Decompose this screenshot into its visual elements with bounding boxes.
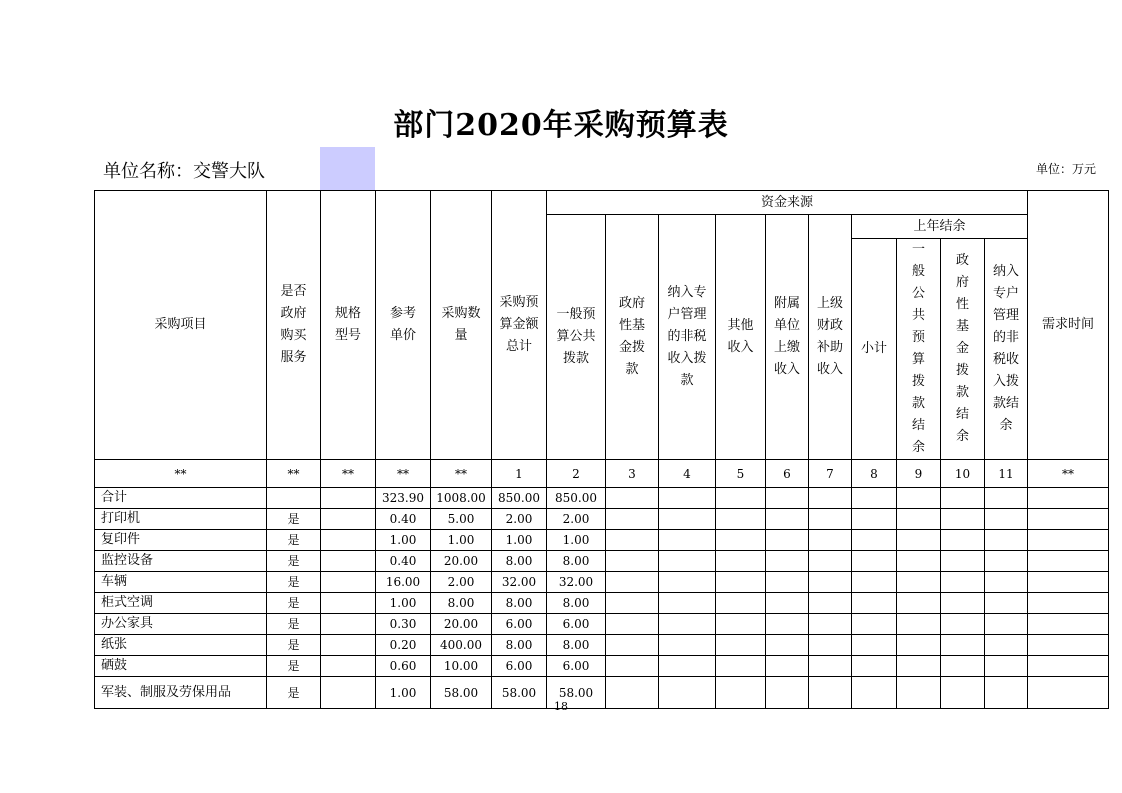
cell-empty [1028,488,1109,509]
cell-empty [809,530,852,551]
cell-empty [985,656,1028,677]
header-superior [809,215,852,460]
cell-empty [659,593,716,614]
cell-general: 8.00 [547,635,606,656]
cell-empty [1028,572,1109,593]
cell-empty [941,635,985,656]
cell-price: 0.40 [376,551,431,572]
cell-price: 1.00 [376,677,431,709]
cell-service: 是 [267,614,321,635]
cell-empty [852,530,897,551]
cell-empty [606,488,659,509]
cell-service: 是 [267,593,321,614]
cell-empty [897,593,941,614]
header-general-text: 一般预算公共拨款 [556,307,596,366]
table-row [95,530,1109,551]
header-superior-text: 上级财政补助收入 [817,296,844,377]
cell-empty [659,488,716,509]
cell-empty [985,488,1028,509]
cell-empty [716,593,766,614]
header-subtotal: 小计 [852,239,897,460]
cell-service: 是 [267,635,321,656]
cell-empty [941,656,985,677]
cell-service: 是 [267,656,321,677]
cell-empty [659,551,716,572]
page-title: 部门2020年采购预算表 [393,108,729,143]
cell-name: 柜式空调 [95,593,267,614]
cell-empty [659,656,716,677]
cell-empty [716,551,766,572]
header-prev-special-text: 纳入专户管理的非税收入拨款结余 [993,264,1020,433]
unit-name-label: 单位名称：交警大队 [103,161,265,182]
cell-empty [1028,656,1109,677]
header-prev-general-text: 一般公共预算拨款结余 [911,242,925,455]
cell-service: 是 [267,551,321,572]
cell-total: 850.00 [492,488,547,509]
num-cell: 7 [809,460,852,488]
cell-empty [852,572,897,593]
header-ref-price-text: 参考单价 [389,306,416,343]
cell-empty [716,656,766,677]
cell-empty [809,614,852,635]
cell-general: 6.00 [547,614,606,635]
table-row [95,551,1109,572]
header-qty-text: 采购数量 [441,306,481,343]
cell-qty: 58.00 [431,677,492,709]
cell-name: 军装、制服及劳保用品 [95,677,267,709]
cell-empty [897,488,941,509]
cell-general: 8.00 [547,551,606,572]
cell-spec [321,530,376,551]
cell-name: 硒鼓 [95,656,267,677]
table-row [95,593,1109,614]
cell-general: 8.00 [547,593,606,614]
cell-empty [606,572,659,593]
cell-empty [809,635,852,656]
num-cell: 1 [492,460,547,488]
page-number: 18 [554,700,568,713]
cell-service [267,488,321,509]
cell-spec [321,572,376,593]
header-gov-fund [606,215,659,460]
cell-empty [897,656,941,677]
cell-empty [852,593,897,614]
cell-empty [941,509,985,530]
cell-empty [659,509,716,530]
cell-service: 是 [267,572,321,593]
cell-empty [852,656,897,677]
cell-empty [766,614,809,635]
cell-empty [1028,635,1109,656]
cell-total: 8.00 [492,551,547,572]
cell-spec [321,593,376,614]
cell-name: 合计 [95,488,267,509]
header-other-text: 其他收入 [727,318,754,355]
cell-qty: 20.00 [431,551,492,572]
cell-name: 办公家具 [95,614,267,635]
cell-name: 纸张 [95,635,267,656]
cell-empty [606,593,659,614]
cell-price: 16.00 [376,572,431,593]
cell-spec [321,509,376,530]
table-row [95,614,1109,635]
cell-empty [606,530,659,551]
cell-empty [852,488,897,509]
cell-empty [809,656,852,677]
cell-qty: 20.00 [431,614,492,635]
num-cell: ** [376,460,431,488]
cell-empty [766,635,809,656]
cell-empty [985,530,1028,551]
table-row [95,509,1109,530]
header-affiliated [766,215,809,460]
cell-empty [766,509,809,530]
cell-qty: 8.00 [431,593,492,614]
cell-empty [766,656,809,677]
cell-empty [606,614,659,635]
num-cell: ** [431,460,492,488]
num-cell: 10 [941,460,985,488]
header-prev-gov-fund-text: 政府性基金拨款结余 [955,253,969,444]
cell-empty [606,509,659,530]
cell-empty [716,572,766,593]
table-row [95,488,1109,509]
table-row [95,572,1109,593]
table-row [95,635,1109,656]
cell-empty [897,614,941,635]
cell-total: 58.00 [492,677,547,709]
num-cell: ** [95,460,267,488]
cell-empty [766,593,809,614]
cell-empty [606,551,659,572]
cell-total: 8.00 [492,635,547,656]
cell-general: 32.00 [547,572,606,593]
cell-price: 0.30 [376,614,431,635]
cell-spec [321,656,376,677]
num-cell: 6 [766,460,809,488]
cell-empty [897,551,941,572]
num-cell: ** [267,460,321,488]
header-affiliated-text: 附属单位上缴收入 [774,296,801,377]
cell-empty [659,572,716,593]
cell-empty [716,488,766,509]
cell-qty: 1008.00 [431,488,492,509]
cell-spec [321,614,376,635]
cell-empty [852,635,897,656]
cell-total: 2.00 [492,509,547,530]
cell-spec [321,635,376,656]
cell-empty [659,614,716,635]
cell-empty [852,614,897,635]
cell-name: 监控设备 [95,551,267,572]
cell-empty [766,530,809,551]
cell-empty [606,635,659,656]
highlight-block [320,147,375,190]
cell-empty [809,551,852,572]
header-spec-text: 规格型号 [334,306,361,343]
cell-empty [659,635,716,656]
header-spec [321,191,376,460]
header-ref-price [376,191,431,460]
header-prev-year: 上年结余 [852,215,1028,239]
cell-empty [809,593,852,614]
cell-empty [1028,551,1109,572]
cell-empty [809,488,852,509]
unit-label: 单位：万元 [1036,162,1097,176]
cell-empty [985,572,1028,593]
header-other [716,215,766,460]
cell-total: 8.00 [492,593,547,614]
cell-spec [321,551,376,572]
header-fund-source: 资金来源 [547,191,1028,215]
cell-price: 1.00 [376,530,431,551]
cell-general: 6.00 [547,656,606,677]
cell-price: 0.60 [376,656,431,677]
cell-qty: 5.00 [431,509,492,530]
num-cell: 11 [985,460,1028,488]
header-gov-fund-text: 政府性基金拨款 [618,296,645,377]
cell-total: 6.00 [492,614,547,635]
cell-qty: 2.00 [431,572,492,593]
cell-name: 打印机 [95,509,267,530]
cell-empty [606,656,659,677]
cell-total: 6.00 [492,656,547,677]
cell-empty [716,614,766,635]
cell-empty [941,593,985,614]
cell-empty [659,530,716,551]
cell-empty [766,572,809,593]
num-cell: 5 [716,460,766,488]
num-cell: 4 [659,460,716,488]
cell-empty [941,551,985,572]
header-total [492,191,547,460]
cell-service: 是 [267,509,321,530]
cell-total: 32.00 [492,572,547,593]
cell-qty: 400.00 [431,635,492,656]
cell-empty [897,530,941,551]
cell-empty [766,551,809,572]
cell-empty [809,572,852,593]
header-demand-time: 需求时间 [1028,191,1109,460]
cell-price: 0.40 [376,509,431,530]
header-prev-special [985,239,1028,460]
cell-empty [985,635,1028,656]
header-special-nontax-text: 纳入专户管理的非税收入拨款 [667,285,707,388]
cell-empty [941,614,985,635]
header-prev-gov-fund [941,239,985,460]
header-general [547,215,606,460]
cell-empty [1028,614,1109,635]
cell-empty [1028,593,1109,614]
cell-service: 是 [267,530,321,551]
cell-empty [941,488,985,509]
cell-general: 2.00 [547,509,606,530]
header-qty [431,191,492,460]
cell-empty [716,635,766,656]
cell-empty [716,530,766,551]
cell-empty [809,509,852,530]
num-cell: 9 [897,460,941,488]
num-cell: ** [1028,460,1109,488]
header-is-gov-service-text: 是否政府购买服务 [280,284,307,365]
cell-price: 323.90 [376,488,431,509]
budget-table [94,190,1109,709]
cell-empty [897,509,941,530]
header-item: 采购项目 [95,191,267,460]
cell-empty [897,635,941,656]
cell-qty: 1.00 [431,530,492,551]
cell-qty: 10.00 [431,656,492,677]
table-row [95,656,1109,677]
cell-empty [941,530,985,551]
cell-spec [321,488,376,509]
header-prev-general [897,239,941,460]
cell-total: 1.00 [492,530,547,551]
cell-empty [985,593,1028,614]
cell-empty [985,509,1028,530]
cell-general: 850.00 [547,488,606,509]
cell-empty [985,551,1028,572]
header-is-gov-service [267,191,321,460]
cell-empty [852,509,897,530]
cell-empty [985,614,1028,635]
cell-empty [852,551,897,572]
cell-empty [897,572,941,593]
cell-name: 车辆 [95,572,267,593]
cell-service: 是 [267,677,321,709]
num-cell: 3 [606,460,659,488]
num-cell: 8 [852,460,897,488]
header-total-text: 采购预算金额总计 [499,295,539,354]
header-special-nontax [659,215,716,460]
cell-name: 复印件 [95,530,267,551]
cell-general: 58.00 [547,677,606,709]
num-cell: ** [321,460,376,488]
cell-empty [1028,530,1109,551]
cell-price: 0.20 [376,635,431,656]
cell-empty [766,488,809,509]
cell-empty [941,572,985,593]
cell-general: 1.00 [547,530,606,551]
cell-price: 1.00 [376,593,431,614]
num-cell: 2 [547,460,606,488]
cell-empty [716,509,766,530]
cell-empty [1028,509,1109,530]
